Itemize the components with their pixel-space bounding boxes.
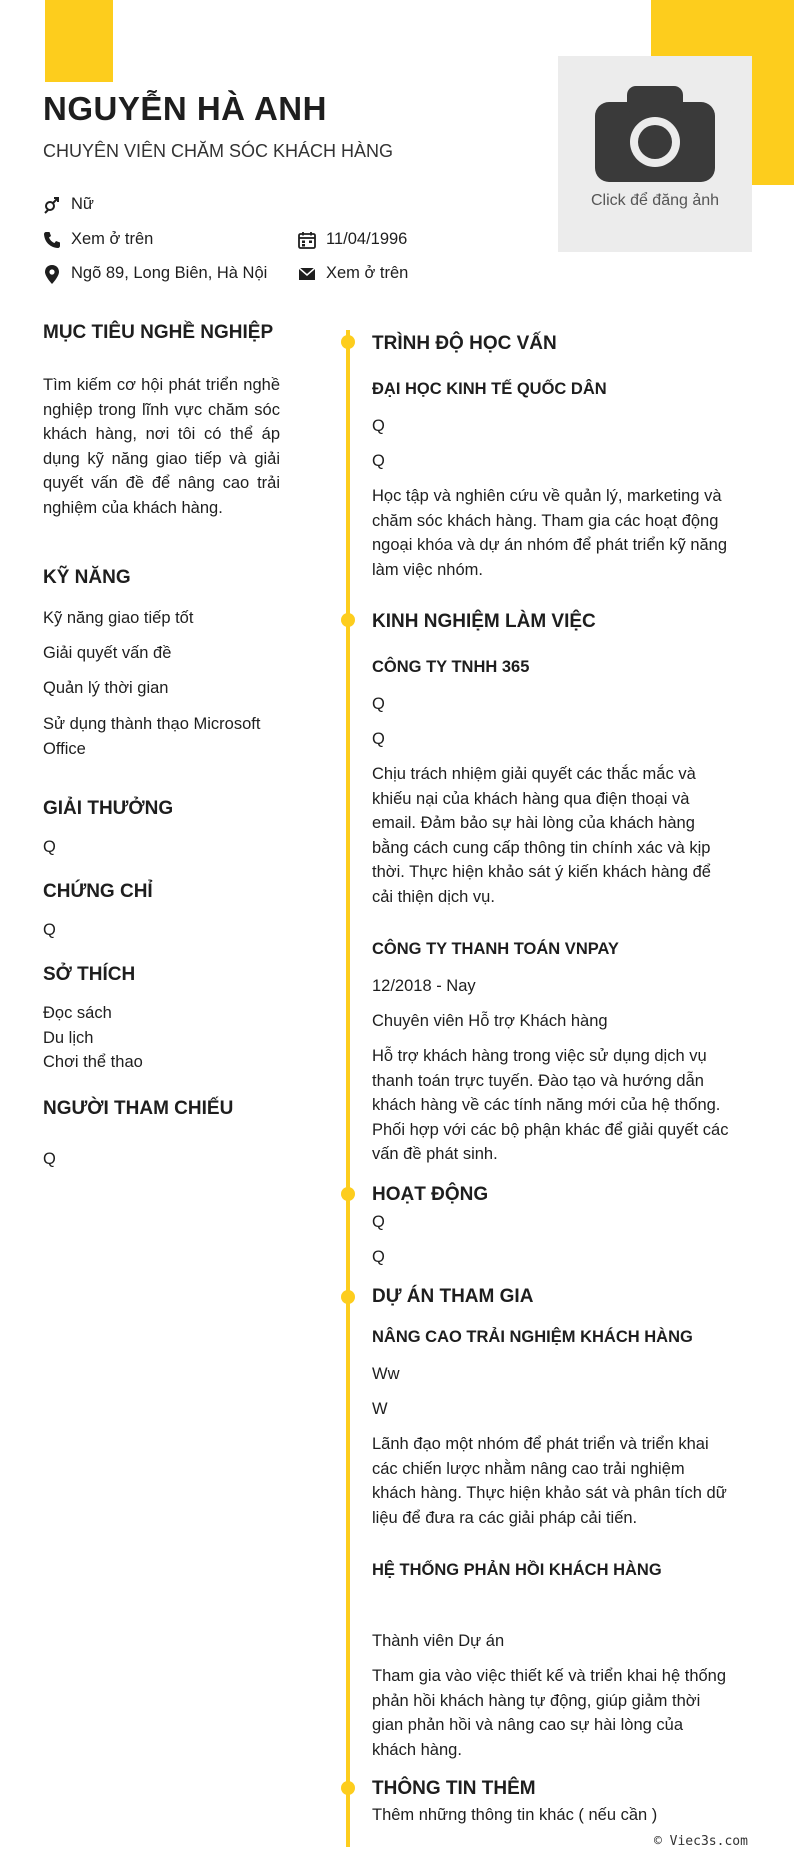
project-role: Thành viên Dự án bbox=[372, 1632, 505, 1650]
references-text: Q bbox=[43, 1150, 56, 1168]
references-heading: NGƯỜI THAM CHIẾU bbox=[43, 1098, 234, 1119]
skill-item: Giải quyết vấn đề bbox=[43, 644, 172, 662]
phone-icon bbox=[43, 231, 61, 249]
timeline-dot bbox=[341, 613, 355, 627]
project-description: Lãnh đạo một nhóm để phát triển và triển khai các chiến lược nhằm nâng cao trải nghiệm khách hàng. Thực hiện khảo sát và phân tích dữ liệu để đưa ra các giải pháp cải tiến. bbox=[372, 1435, 727, 1527]
activity-line: Q bbox=[372, 1213, 385, 1231]
project-name: NÂNG CAO TRẢI NGHIỆM KHÁCH HÀNG bbox=[372, 1328, 693, 1346]
address-value: Ngõ 89, Long Biên, Hà Nội bbox=[71, 264, 268, 282]
extra-info-text: Thêm những thông tin khác ( nếu cần ) bbox=[372, 1806, 658, 1824]
job-position: Q bbox=[372, 730, 385, 748]
activity-line: Q bbox=[372, 1248, 385, 1266]
job-description: Chịu trách nhiệm giải quyết các thắc mắc và khiếu nại của khách hàng qua điện thoại và email. Đảm bảo sự hài lòng của khách hàng bằng cách cung cấp thông tin chính xác và kịp thời. Thực hiện khảo sát ý kiến khách hàng để cải thiện dịch vụ. bbox=[372, 765, 711, 906]
project-role: W bbox=[372, 1400, 388, 1418]
project-description: Tham gia vào việc thiết kế và triển khai hệ thống phản hồi khách hàng tự động, giúp giảm thời gian phản hồi và nâng cao sự hài lòng của khách hàng. bbox=[372, 1667, 727, 1759]
projects-heading: DỰ ÁN THAM GIA bbox=[372, 1286, 534, 1307]
job-time: Q bbox=[372, 695, 385, 713]
skill-item: Kỹ năng giao tiếp tốt bbox=[43, 609, 194, 627]
accent-block-left bbox=[45, 0, 113, 82]
gender-icon bbox=[43, 196, 61, 214]
hobby-item: Chơi thể thao bbox=[43, 1053, 143, 1072]
hobby-item: Đọc sách bbox=[43, 1004, 112, 1022]
photo-upload-label: Click để đăng ảnh bbox=[590, 192, 720, 209]
hobby-item: Du lịch bbox=[43, 1028, 94, 1047]
phone-value: Xem ở trên bbox=[71, 230, 154, 248]
education-description: Học tập và nghiên cứu về quản lý, marketing và chăm sóc khách hàng. Tham gia các hoạt động ngoại khóa và dự án nhóm để phát triển kỹ năng làm việc nhóm. bbox=[372, 487, 728, 579]
camera-icon bbox=[595, 84, 715, 182]
objective-heading: MỤC TIÊU NGHỀ NGHIỆP bbox=[43, 322, 274, 343]
calendar-icon bbox=[298, 231, 316, 249]
candidate-name: NGUYỄN HÀ ANH bbox=[43, 90, 327, 127]
email-value: Xem ở trên bbox=[326, 264, 409, 282]
timeline-dot bbox=[341, 335, 355, 349]
certificates-text: Q bbox=[43, 921, 56, 939]
extra-info-heading: THÔNG TIN THÊM bbox=[372, 1778, 536, 1799]
photo-upload[interactable] bbox=[558, 56, 752, 252]
job-title: CHUYÊN VIÊN CHĂM SÓC KHÁCH HÀNG bbox=[43, 141, 394, 161]
skills-heading: KỸ NĂNG bbox=[43, 567, 131, 588]
project-name: HỆ THỐNG PHẢN HỒI KHÁCH HÀNG bbox=[372, 1561, 662, 1579]
awards-text: Q bbox=[43, 838, 56, 856]
gender-value: Nữ bbox=[71, 195, 94, 213]
job-position: Chuyên viên Hỗ trợ Khách hàng bbox=[372, 1012, 608, 1030]
job-company: CÔNG TY THANH TOÁN VNPAY bbox=[372, 940, 619, 958]
education-school: ĐẠI HỌC KINH TẾ QUỐC DÂN bbox=[372, 380, 607, 398]
awards-heading: GIẢI THƯỞNG bbox=[43, 798, 174, 819]
certificates-heading: CHỨNG CHỈ bbox=[43, 881, 153, 902]
birthday-value: 11/04/1996 bbox=[326, 230, 408, 248]
watermark: © Viec3s.com bbox=[654, 1834, 748, 1849]
timeline-line bbox=[346, 330, 350, 1847]
objective-text: Tìm kiếm cơ hội phát triển nghề nghiệp trong lĩnh vực chăm sóc khách hàng, nơi tôi có thể áp dụng kỹ năng giao tiếp và giải quyết vấn đề để nâng cao trải nghiệm của khách hàng. bbox=[43, 376, 280, 517]
job-time: 12/2018 - Nay bbox=[372, 977, 476, 995]
timeline-dot bbox=[341, 1187, 355, 1201]
education-time: Q bbox=[372, 417, 385, 435]
hobbies-list bbox=[43, 1001, 143, 1075]
timeline-dot bbox=[341, 1290, 355, 1304]
skill-item: Sử dụng thành thạo Microsoft Office bbox=[43, 715, 261, 758]
hobbies-heading: SỞ THÍCH bbox=[43, 964, 136, 985]
timeline-dot bbox=[341, 1781, 355, 1795]
skill-item: Quản lý thời gian bbox=[43, 679, 169, 697]
experience-heading: KINH NGHIỆM LÀM VIỆC bbox=[372, 611, 596, 632]
activities-heading: HOẠT ĐỘNG bbox=[372, 1184, 489, 1205]
education-heading: TRÌNH ĐỘ HỌC VẤN bbox=[372, 333, 557, 354]
location-pin-icon bbox=[43, 265, 61, 285]
job-company: CÔNG TY TNHH 365 bbox=[372, 658, 530, 676]
envelope-icon bbox=[298, 265, 316, 283]
project-time: Ww bbox=[372, 1365, 400, 1383]
education-major: Q bbox=[372, 452, 385, 470]
job-description: Hỗ trợ khách hàng trong việc sử dụng dịch vụ thanh toán trực tuyến. Đào tạo và hướng dẫn khách hàng về các tính năng mới của hệ thống. Phối hợp với các bộ phận khác để giải quyết các vấn đề phát sinh. bbox=[372, 1047, 729, 1164]
